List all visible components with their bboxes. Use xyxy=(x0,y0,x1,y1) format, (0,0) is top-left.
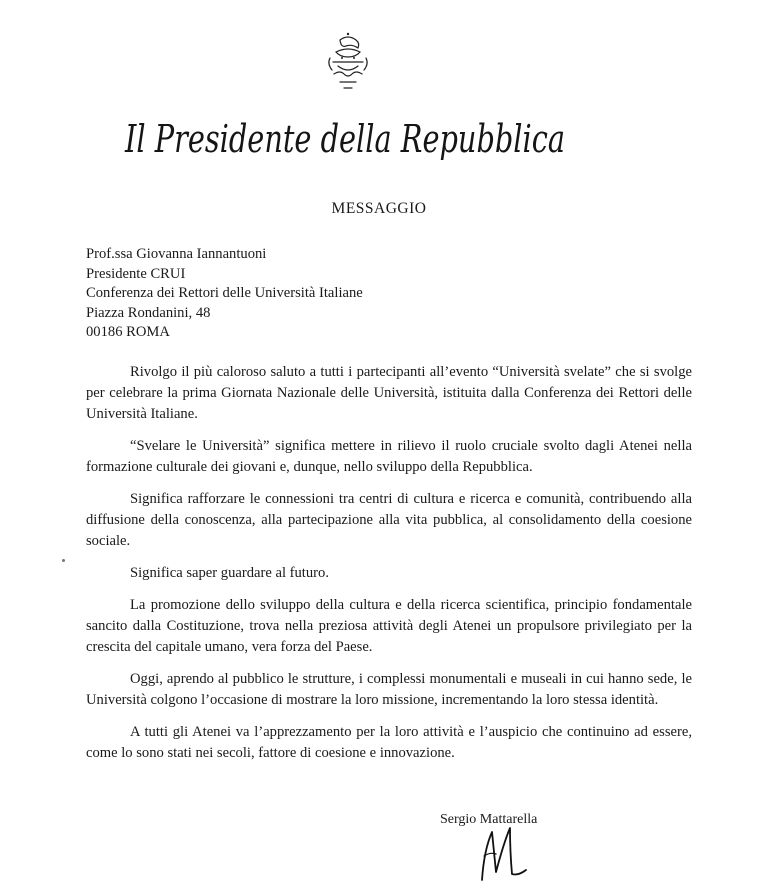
signatory-name: Sergio Mattarella xyxy=(440,812,538,827)
body-paragraph: Significa saper guardare al futuro. xyxy=(130,565,329,581)
margin-mark xyxy=(62,559,65,562)
body-paragraph: A tutti gli Atenei va l’apprezzamento per la loro attività e l’auspicio che continuino ad essere, come lo sono stati nei secoli, fattore di coesione e innovazione. xyxy=(86,724,692,761)
body-paragraph: Significa rafforzare le connessioni tra centri di cultura e ricerca e comunità, contribuendo alla diffusione della conoscenza, alla partecipazione alla vita pubblica, al consolidamento della coesione sociale. xyxy=(86,491,692,549)
document-title: MESSAGGIO xyxy=(331,200,427,217)
body-paragraph: Oggi, aprendo al pubblico le strutture, i complessi monumentali e museali in cui hanno sede, le Università colgono l’occasione di mostrare la loro missione, incrementando la loro stessa identità. xyxy=(86,671,692,708)
svg-text:Il Presidente della Repubblica: Il Presidente della Repubblica xyxy=(124,117,566,161)
message-body xyxy=(86,362,692,775)
italian-republic-emblem-icon xyxy=(318,30,378,96)
letterhead-heading xyxy=(120,112,570,168)
recipient-line: Conferenza dei Rettori delle Università Italiane xyxy=(86,285,363,301)
recipient-address xyxy=(86,245,363,343)
recipient-line: Piazza Rondanini, 48 xyxy=(86,304,211,321)
recipient-line: 00186 ROMA xyxy=(86,324,170,340)
body-paragraph: Rivolgo il più caloroso saluto a tutti i partecipanti all’evento “Università svelate” che si svolge per celebrare la prima Giornata Nazionale delle Università, istituita dalla Conferenza dei Rettori delle Università Italiane. xyxy=(86,364,692,422)
recipient-line: Prof.ssa Giovanna Iannantuoni xyxy=(86,246,267,262)
signature-block xyxy=(438,812,598,886)
recipient-line: Presidente CRUI xyxy=(86,265,186,282)
body-paragraph: “Svelare le Università” significa mettere in rilievo il ruolo cruciale svolto dagli Atenei nella formazione culturale dei giovani e, dunque, nello sviluppo della Repubblica. xyxy=(86,438,692,475)
handwritten-signature-icon xyxy=(454,816,564,884)
body-paragraph: La promozione dello sviluppo della cultura e della ricerca scientifica, principio fondamentale sancito dalla Costituzione, trova nella preziosa attività degli Atenei un propulsore privilegiato per la crescita del capitale umano, vera forza del Paese. xyxy=(86,597,692,655)
